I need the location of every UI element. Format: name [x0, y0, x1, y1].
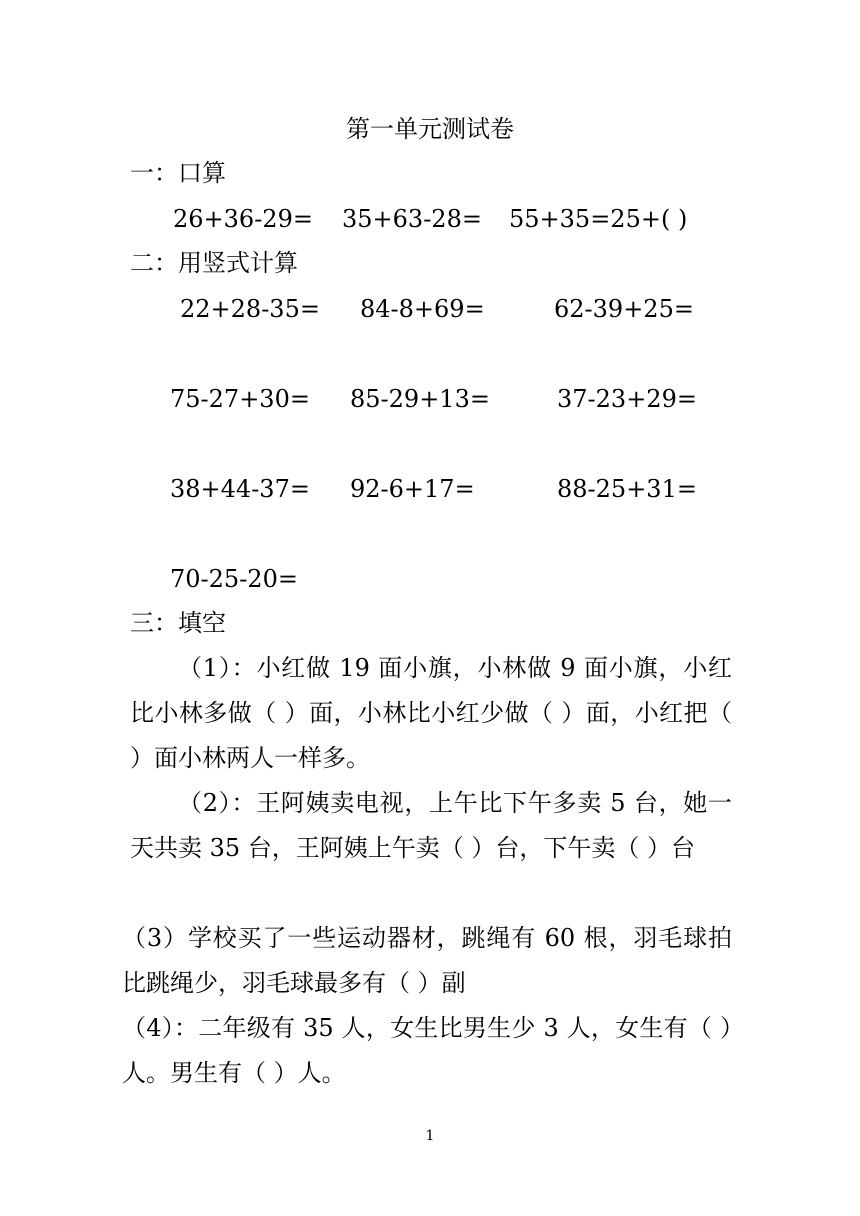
fill-question-4: （4）：二年级有 35 人，女生比男生少 3 人，女生有（ ）人。男生有（ ）人。: [122, 1014, 732, 1087]
vertical-problem: 70-25-20=: [170, 565, 298, 593]
section-heading-oral: 一：口算: [130, 159, 226, 187]
fill-question-3: （3）学校买了一些运动器材，跳绳有 60 根，羽毛球拍比跳绳少，羽毛球最多有（ ）副: [122, 924, 732, 997]
document-title: 第一单元测试卷: [346, 115, 514, 143]
fill-question-2: （2）：王阿姨卖电视，上午比下午多卖 5 台，她一天共卖 35 台，王阿姨上午卖（ ）台，下午卖（ ）台: [130, 789, 732, 862]
section-heading-vertical: 二：用竖式计算: [130, 249, 298, 277]
page-number: 1: [425, 1128, 435, 1144]
fill-question-1: （1）：小红做 19 面小旗，小林做 9 面小旗，小红比小林多做（ ）面，小林比小红少做（ ）面，小红把（ ）面小林两人一样多。: [130, 654, 732, 772]
vertical-problem: 85-29+13=: [350, 385, 490, 413]
vertical-problem: 62-39+25=: [554, 295, 694, 323]
vertical-problem: 92-6+17=: [350, 475, 475, 503]
vertical-problem: 84-8+69=: [360, 295, 485, 323]
vertical-problem: 37-23+29=: [557, 385, 697, 413]
vertical-problem: 75-27+30=: [170, 385, 310, 413]
oral-problem: 26+36-29=: [173, 205, 313, 233]
vertical-problem: 88-25+31=: [557, 475, 697, 503]
vertical-problem: 38+44-37=: [170, 475, 310, 503]
vertical-problem: 22+28-35=: [180, 295, 320, 323]
section-heading-fill: 三：填空: [130, 609, 226, 637]
oral-problem: 35+63-28=: [342, 205, 482, 233]
oral-problem: 55+35=25+( ): [509, 205, 688, 233]
